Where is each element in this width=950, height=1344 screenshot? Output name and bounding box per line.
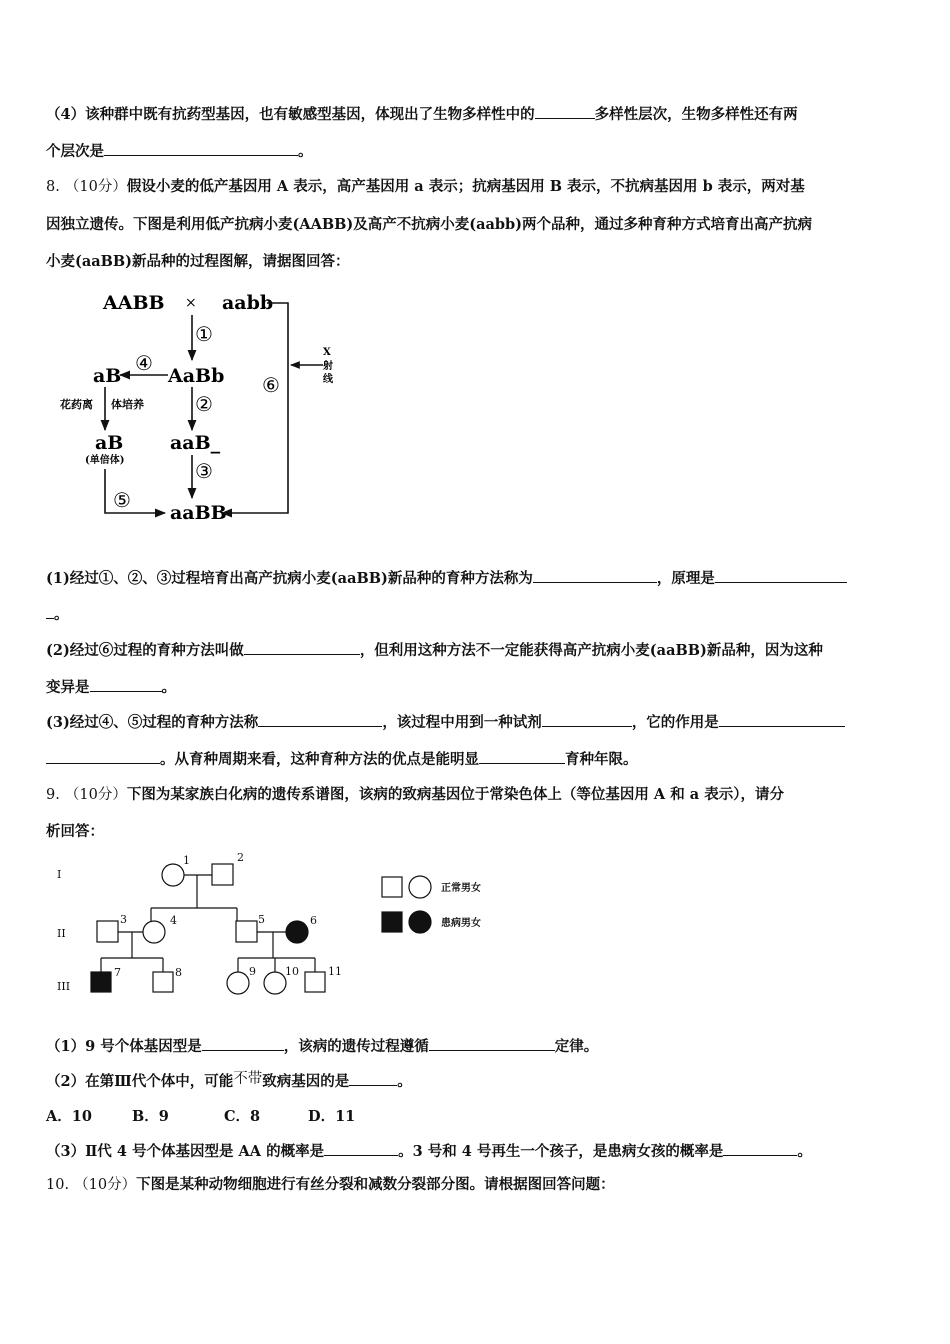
xray-label-x: X (323, 347, 331, 358)
q7-part4-line1: （4）该种群中既有抗药型基因，也有敏感型基因，体现出了生物多样性中的 多样性层次，生物多样性还有两 (46, 106, 798, 123)
q7-part4-line2: 个层次是 。 (46, 143, 313, 160)
f1-aabb: AaBb (168, 365, 225, 387)
answer-blank[interactable] (46, 749, 160, 764)
individual-8: 8 (175, 966, 182, 979)
anther-culture-label-left: 花药离 (60, 398, 93, 411)
q8-intro-line2: 因独立遗传。下图是利用低产抗病小麦(AABB)及高产不抗病小麦(aabb)两个品种，通过多种育种方式培育出高产抗病 (46, 216, 813, 233)
q9-intro-line1: 9. （10分）下图为某家族白化病的遗传系谱图，该病的致病基因位于常染色体上（等位基因用 A 和 a 表示），请分 (46, 786, 784, 803)
option-c[interactable]: C．8 (224, 1108, 261, 1125)
individual-4: 4 (170, 914, 177, 927)
answer-blank[interactable] (719, 712, 845, 727)
option-d[interactable]: D．11 (308, 1108, 356, 1125)
individual-2: 2 (237, 851, 244, 864)
individual-7: 7 (114, 966, 121, 979)
step-3-label: ③ (195, 459, 213, 483)
answer-blank[interactable] (535, 104, 595, 119)
answer-blank[interactable] (429, 1036, 555, 1051)
pollen-ab: aB (93, 365, 122, 387)
legend-normal-label: 正常男女 (441, 883, 481, 894)
answer-blank[interactable] (533, 568, 657, 583)
q9-options (46, 1105, 355, 1126)
q9-sub1: （1）9 号个体基因型是 ，该病的遗传过程遵循 定律。 (46, 1038, 599, 1055)
q8-intro-line1: 8. （10分）假设小麦的低产基因用 A 表示，高产基因用 a 表示；抗病基因用 B 表示，不抗病基因用 b 表示，两对基 (46, 178, 805, 195)
legend-affected-label: 患病男女 (441, 918, 481, 929)
step-4-label: ④ (135, 351, 153, 375)
aab-dash: aaB_ (170, 432, 221, 454)
individual-9: 9 (249, 965, 256, 978)
generation-label-3: III (57, 980, 71, 993)
parent-aabb-recessive: aabb (222, 292, 274, 314)
q8-intro-line3: 小麦(aaBB)新品种的过程图解，请据图回答： (46, 253, 350, 270)
q9-sub2: （2）在第Ⅲ代个体中，可能不带致病基因的是 。 (46, 1071, 412, 1090)
haploid-label: (单倍体) (85, 455, 125, 466)
individual-3: 3 (120, 913, 127, 926)
q8-sub3-line2: 。从育种周期来看，这种育种方法的优点是能明显 育种年限。 (46, 748, 638, 769)
answer-blank[interactable] (324, 1141, 398, 1156)
step-1-label: ① (195, 322, 213, 346)
breeding-diagram (55, 285, 355, 530)
answer-blank[interactable] (46, 604, 54, 619)
q8-sub1-line1: (1)经过①、②、③过程培育出高产抗病小麦(aaBB)新品种的育种方法称为 ，原理是 (46, 567, 847, 588)
parent-aabb-dominant: AABB (103, 292, 165, 314)
answer-blank[interactable] (479, 749, 565, 764)
xray-label-she: 射 (323, 361, 333, 372)
answer-blank[interactable] (244, 640, 360, 655)
step-5-label: ⑤ (113, 488, 131, 512)
step-6-label: ⑥ (262, 373, 280, 397)
option-b[interactable]: B．9 (132, 1108, 169, 1125)
option-a[interactable]: A．10 (46, 1108, 92, 1125)
pedigree-chart (45, 848, 515, 1003)
individual-1: 1 (183, 854, 190, 867)
generation-label-2: II (57, 927, 66, 940)
q8-sub3-line1: (3)经过④、⑤过程的育种方法称 ，该过程中用到一种试剂 ，它的作用是 (46, 711, 845, 732)
answer-blank[interactable] (258, 712, 382, 727)
answer-blank[interactable] (542, 712, 632, 727)
individual-11: 11 (328, 965, 342, 978)
q9-intro-line2: 析回答： (46, 823, 104, 840)
xray-label-xian: 线 (323, 374, 333, 385)
individual-6: 6 (310, 914, 317, 927)
q10-intro: 10. （10分）下图是某种动物细胞进行有丝分裂和减数分裂部分图。请根据图回答问题： (46, 1176, 615, 1193)
individual-5: 5 (258, 913, 265, 926)
q8-sub2-line1: (2)经过⑥过程的育种方法叫做 ，但利用这种方法不一定能获得高产抗病小麦(aaBB)新品种，因为这种 (46, 642, 823, 659)
answer-blank[interactable] (715, 568, 847, 583)
answer-blank[interactable] (104, 141, 298, 156)
answer-blank[interactable] (202, 1036, 284, 1051)
q8-sub2-line2: 变异是 。 (46, 679, 176, 696)
step-2-label: ② (195, 392, 213, 416)
cross-symbol: × (185, 295, 197, 311)
answer-blank[interactable] (723, 1141, 797, 1156)
generation-label-1: I (57, 868, 62, 881)
q9-sub3: （3）Ⅱ代 4 号个体基因型是 AA 的概率是 。3 号和 4 号再生一个孩子，是患病女孩的概率是 。 (46, 1143, 812, 1160)
individual-10: 10 (285, 965, 299, 978)
haploid-ab: aB (95, 432, 124, 454)
anther-culture-label-right: 体培养 (111, 398, 144, 411)
q8-sub1-line2: 。 (46, 603, 69, 624)
result-aabb: aaBB (170, 502, 227, 524)
answer-blank[interactable] (349, 1071, 397, 1086)
answer-blank[interactable] (90, 677, 162, 692)
